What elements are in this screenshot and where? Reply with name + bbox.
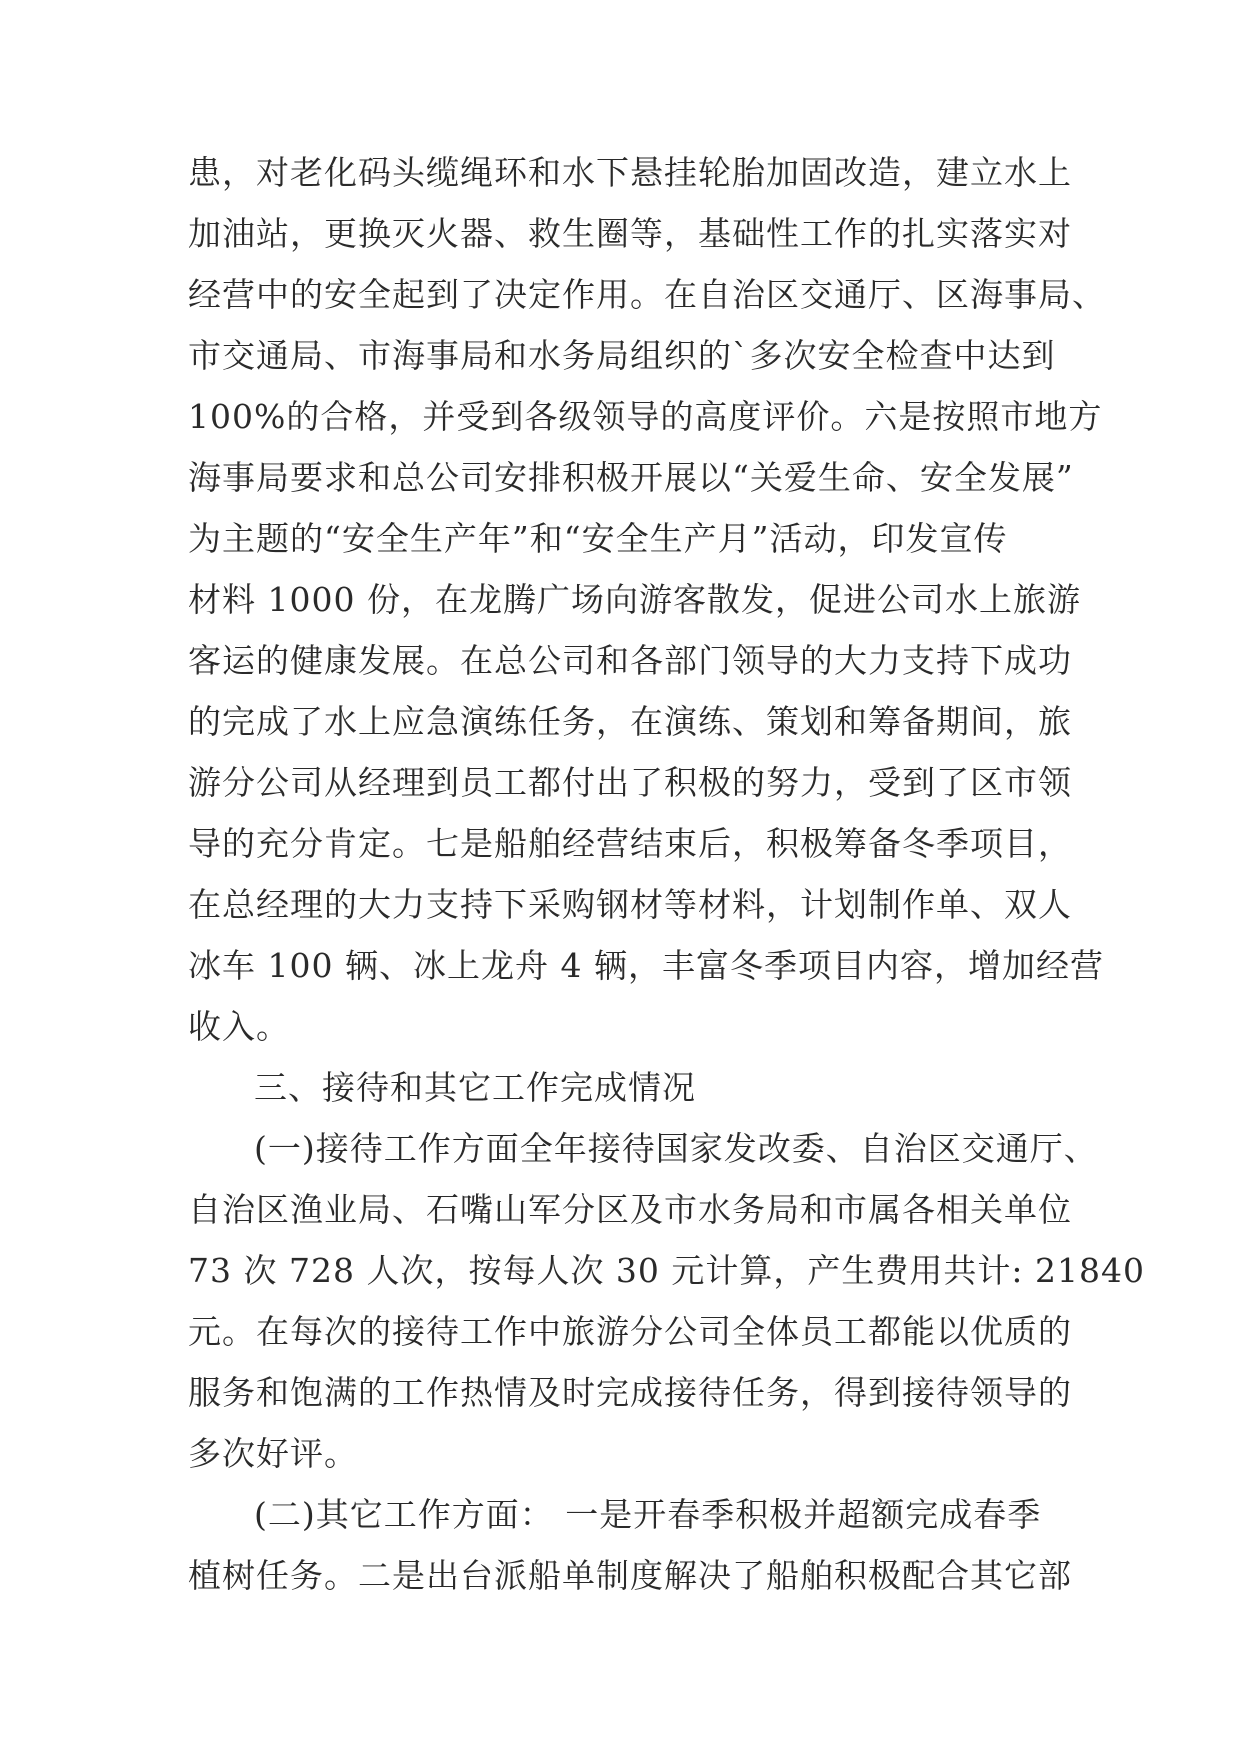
text-line: 海事局要求和总公司安排积极开展以“关爱生命、安全发展” (188, 458, 1074, 497)
paragraph-other-work (188, 1484, 1072, 1606)
text-line: 市交通局、市海事局和水务局组织的`多次安全检查中达到 (188, 336, 1056, 375)
text-line: 的完成了水上应急演练任务，在演练、策划和筹备期间，旅 (188, 702, 1072, 741)
text-line: 100%的合格，并受到各级领导的高度评价。六是按照市地方 (188, 397, 1103, 436)
text-line: 收入。 (188, 1007, 290, 1046)
text-line: 73 次 728 人次，按每人次 30 元计算，产生费用共计: 21840 (188, 1251, 1146, 1290)
text-line: 服务和饱满的工作热情及时完成接待任务，得到接待领导的 (188, 1373, 1072, 1412)
document-body (188, 142, 1146, 1606)
paragraph-reception-work (188, 1118, 1146, 1484)
text-line: (一)接待工作方面全年接待国家发改委、自治区交通厅、 (254, 1129, 1098, 1168)
text-line: 加油站，更换灭火器、救生圈等，基础性工作的扎实落实对 (188, 214, 1072, 253)
text-line: 游分公司从经理到员工都付出了积极的努力，受到了区市领 (188, 763, 1072, 802)
text-line: 为主题的“安全生产年”和“安全生产月”活动，印发宣传 (188, 519, 1008, 558)
section-heading (188, 1057, 1058, 1118)
text-line: 材料 1000 份，在龙腾广场向游客散发，促进公司水上旅游 (188, 580, 1081, 619)
text-line: 自治区渔业局、石嘴山军分区及市水务局和市属各相关单位 (188, 1190, 1072, 1229)
text-line: 多次好评。 (188, 1434, 358, 1473)
text-line: 患，对老化码头缆绳环和水下悬挂轮胎加固改造，建立水上 (188, 153, 1072, 192)
text-line: 冰车 100 辆、冰上龙舟 4 辆，丰富冬季项目内容，增加经营 (188, 946, 1104, 985)
text-line: 植树任务。二是出台派船单制度解决了船舶积极配合其它部 (188, 1556, 1072, 1595)
text-line: 导的充分肯定。七是船舶经营结束后，积极筹备冬季项目， (188, 824, 1072, 863)
text-line: 在总经理的大力支持下采购钢材等材料，计划制作单、双人 (188, 885, 1072, 924)
heading-text: 三、接待和其它工作完成情况 (254, 1068, 696, 1107)
text-line: 元。在每次的接待工作中旅游分公司全体员工都能以优质的 (188, 1312, 1072, 1351)
text-line: 经营中的安全起到了决定作用。在自治区交通厅、区海事局、 (188, 275, 1106, 314)
text-line: 客运的健康发展。在总公司和各部门领导的大力支持下成功 (188, 641, 1072, 680)
text-line: (二)其它工作方面： 一是开春季积极并超额完成春季 (254, 1495, 1042, 1534)
paragraph-continuation (188, 142, 1106, 1057)
